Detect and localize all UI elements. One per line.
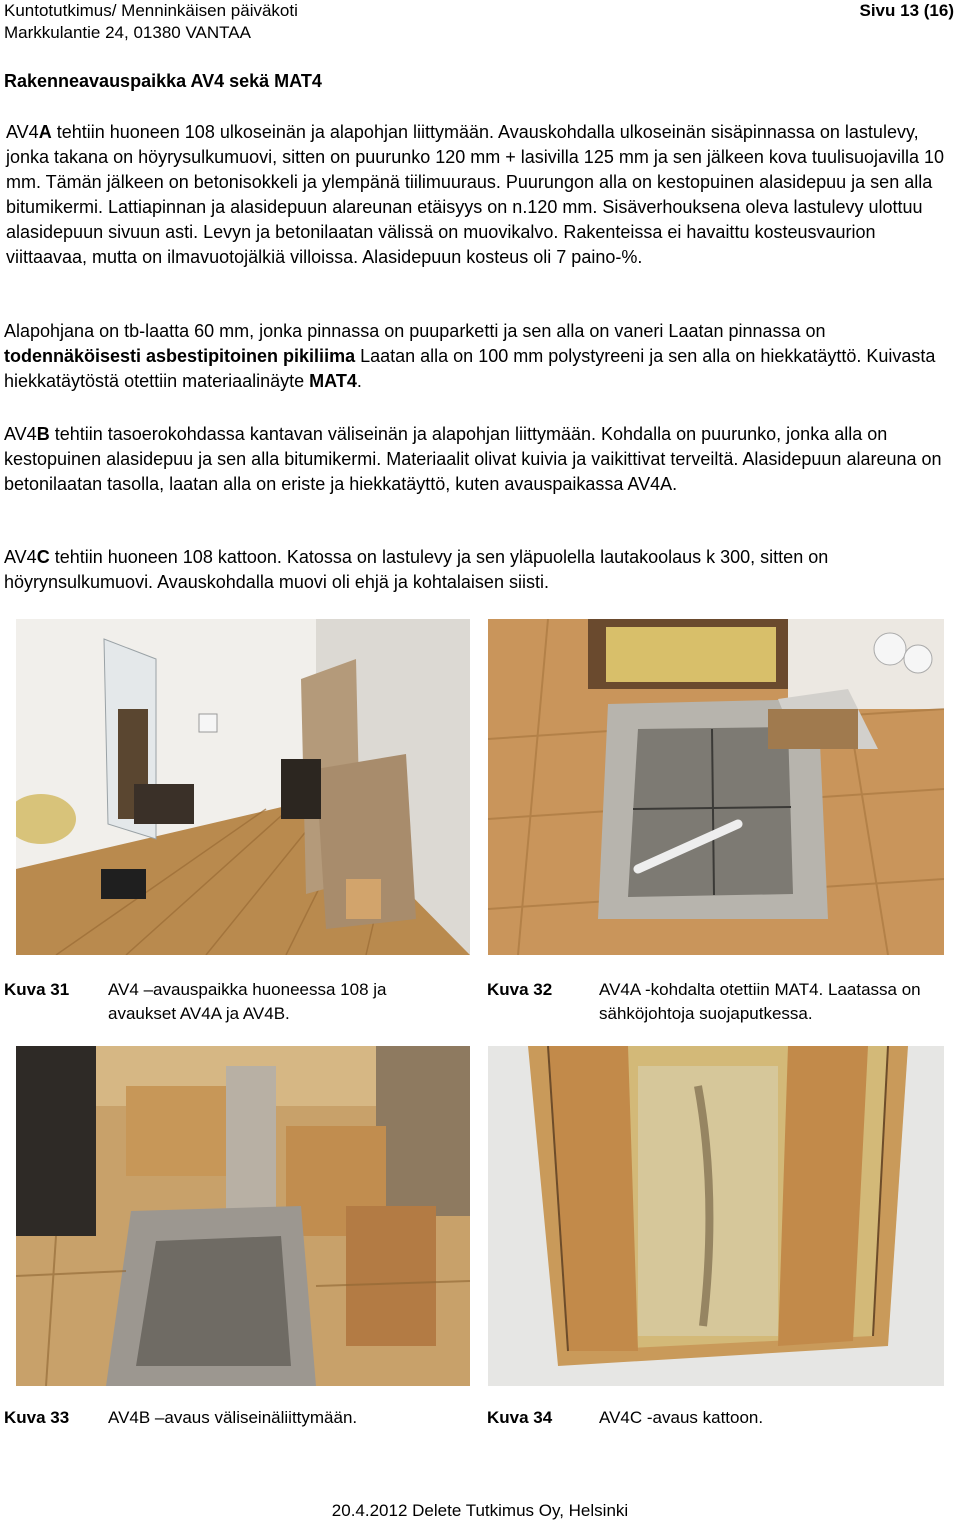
- p3-text: tehtiin tasoerokohdassa kantavan väliseinän ja alapohjan liittymään. Kohdalla on puurunko, jonka alla on kestopuinen alasidepuu ja sen alla bitumikermi. Materiaalit olivat kuivia ja vaikittivat terveiltä. Alasidepuun alareuna on betonilaatan tasolla, laatan alla on eriste ja hiekkatäyttö, kuten avauspaikassa AV4A.: [4, 424, 942, 494]
- paragraph-av4c: [4, 545, 956, 595]
- p1-prefix: AV4: [6, 122, 39, 142]
- p3-prefix: AV4: [4, 424, 37, 444]
- caption-text-33: AV4B –avaus väliseinäliittymään.: [108, 1408, 358, 1427]
- photo-wall-joint-opening: [16, 1046, 470, 1386]
- paragraph-av4a: [6, 120, 954, 270]
- photo-room-corner: [16, 619, 470, 955]
- paragraph-av4b: [4, 422, 956, 497]
- p1-text: tehtiin huoneen 108 ulkoseinän ja alapohjan liittymään. Avauskohdalla ulkoseinän sisäpinnassa on lastulevy, jonka takana on höyrysulkumuovi, sitten on puurunko 120 mm + lasivilla 125 mm ja sen jälkeen kova tuulisuojavilla 10 mm. Tämän jälkeen on betonisokkeli ja ylempänä tiilimuuraus. Puurungon alla on kestopuinen alasidepuu ja sen alla bitumikermi. Lattiapinnan ja alasidepuun alareunan etäisyys on n.120 mm. Sisäverhouksena oleva lastulevy ulottuu alasidepuun sivuun asti. Levyn ja betonilaatan välissä on muovikalvo. Rakenteissa ei havaittu kosteusvaurion viittaavaa, mutta on ilmavuotojälkiä villoissa. Alasidepuun kosteus oli 7 paino-%.: [6, 122, 945, 267]
- caption-label-31: Kuva 31: [4, 980, 70, 999]
- p2-text-mid: Laatan alla on 100 mm polystyreeni ja sen alla on hiekkatäyttö. Kuivasta hiekkatäytöstä otettiin materiaalinäyte: [4, 346, 936, 391]
- p2-text-start: Alapohjana on tb-laatta 60 mm, jonka pinnassa on puuparketti ja sen alla on vaneri Laatan pinnassa on: [4, 321, 826, 341]
- p4-text: tehtiin huoneen 108 kattoon. Katossa on lastulevy ja sen yläpuolella lautakoolaus k 300, sitten on höyrynsulkumuovi. Avauskohdalla muovi oli ehjä ja kohtalaisen siisti.: [4, 547, 829, 592]
- p1-letter: A: [38, 122, 52, 142]
- p2-asbestos-note: todennäköisesti asbestipitoinen pikiliima: [4, 346, 356, 366]
- caption-text-31: AV4 –avauspaikka huoneessa 108 ja avaukset AV4A ja AV4B.: [108, 980, 387, 1023]
- header-title: Kuntotutkimus/ Menninkäisen päiväkoti: [4, 1, 298, 20]
- paragraph-alapohja: [4, 319, 956, 394]
- header-address: Markkulantie 24, 01380 VANTAA: [4, 23, 251, 42]
- caption-label-33: Kuva 33: [4, 1408, 70, 1427]
- photo-floor-opening-mat4: [488, 619, 944, 955]
- caption-label-32: Kuva 32: [487, 980, 553, 999]
- p4-letter: C: [36, 547, 50, 567]
- page-number: Sivu 13 (16): [859, 1, 954, 20]
- caption-text-34: AV4C -avaus kattoon.: [599, 1408, 764, 1427]
- p4-prefix: AV4: [4, 547, 37, 567]
- p3-letter: B: [36, 424, 50, 444]
- footer: 20.4.2012 Delete Tutkimus Oy, Helsinki: [331, 1501, 629, 1520]
- caption-text-32: AV4A -kohdalta otettiin MAT4. Laatassa on sähköjohtoja suojaputkessa.: [599, 980, 921, 1023]
- p2-text-end: .: [356, 371, 362, 391]
- caption-label-34: Kuva 34: [487, 1408, 553, 1427]
- p2-sample-id: MAT4: [309, 371, 357, 391]
- section-title: Rakenneavauspaikka AV4 sekä MAT4: [4, 71, 322, 91]
- photo-ceiling-opening: [488, 1046, 944, 1386]
